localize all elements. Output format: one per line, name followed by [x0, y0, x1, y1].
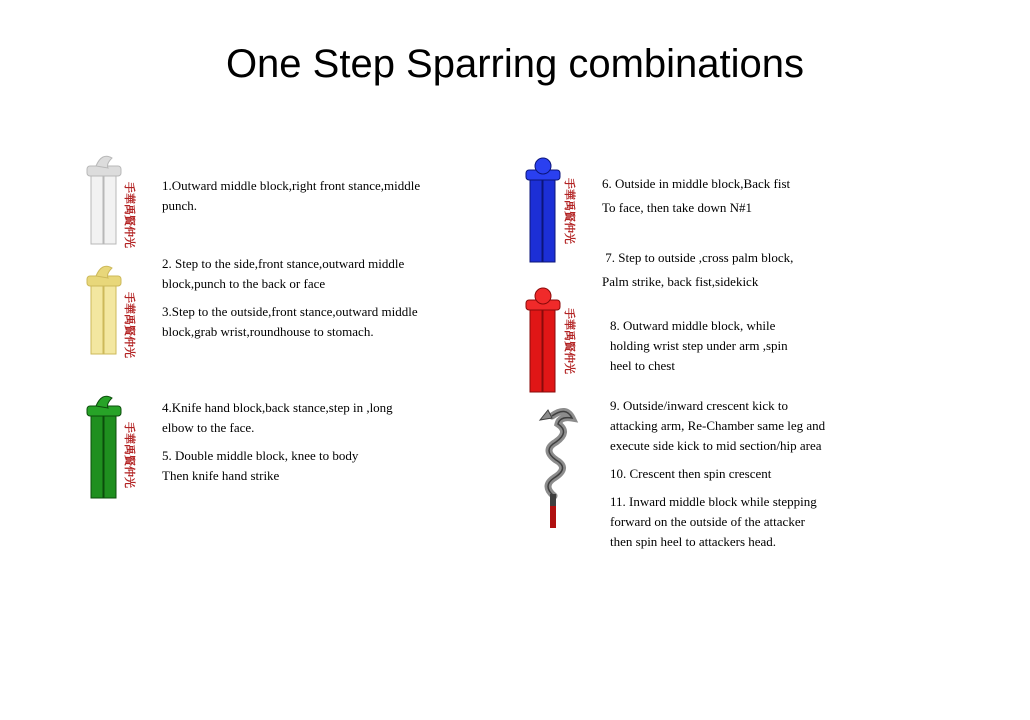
- combination-8: [610, 316, 900, 376]
- svg-text:手華禹賢仲光: 手華禹賢仲光: [123, 182, 136, 248]
- page-title: One Step Sparring combinations: [225, 42, 805, 86]
- combination-1: [162, 176, 492, 216]
- combination-9-line2: attacking arm, Re-Chamber same leg and: [610, 418, 826, 433]
- combination-11-line1: 11. Inward middle block while stepping: [610, 494, 817, 509]
- combination-6: [602, 174, 902, 218]
- blue-belt-icon: [522, 156, 574, 266]
- combination-10-line1: 10. Crescent then spin crescent: [610, 466, 772, 481]
- yellow-belt-icon: [84, 262, 136, 358]
- combination-8-line2: holding wrist step under arm ,spin: [610, 338, 788, 353]
- combination-2-line1: 2. Step to the side,front stance,outward middle: [162, 256, 405, 271]
- combination-10: [610, 464, 910, 484]
- combination-5-line2: Then knife hand strike: [162, 468, 280, 483]
- combination-4: [162, 398, 492, 438]
- combination-6-line2: To face, then take down N#1: [602, 200, 752, 215]
- svg-text:手華禹賢仲光: 手華禹賢仲光: [563, 178, 576, 244]
- combination-3-line1: 3.Step to the outside,front stance,outward middle: [162, 304, 418, 319]
- red-belt-icon: [522, 286, 574, 396]
- combination-9-line1: 9. Outside/inward crescent kick to: [610, 398, 788, 413]
- combination-3: [162, 302, 492, 342]
- combination-7-line1: 7. Step to outside ,cross palm block,: [602, 250, 794, 265]
- combination-11: [610, 492, 910, 552]
- svg-text:手華禹賢仲光: 手華禹賢仲光: [563, 308, 576, 374]
- combination-9: [610, 396, 910, 456]
- combination-1-line1: 1.Outward middle block,right front stance,middle: [162, 178, 421, 193]
- combination-2-line2: block,punch to the back or face: [162, 276, 326, 291]
- combination-3-line2: block,grab wrist,roundhouse to stomach.: [162, 324, 374, 339]
- combination-6-line1: 6. Outside in middle block,Back fist: [602, 176, 791, 191]
- combination-5-line1: 5. Double middle block, knee to body: [162, 448, 359, 463]
- combination-5: [162, 446, 492, 486]
- combination-4-line1: 4.Knife hand block,back stance,step in ,long: [162, 400, 393, 415]
- svg-text:手華禹賢仲光: 手華禹賢仲光: [123, 292, 136, 358]
- combination-11-line3: then spin heel to attackers head.: [610, 534, 777, 549]
- combination-4-line2: elbow to the face.: [162, 420, 255, 435]
- combination-7-line2: Palm strike, back fist,sidekick: [602, 274, 759, 289]
- combination-11-line2: forward on the outside of the attacker: [610, 514, 805, 529]
- combination-7: [602, 248, 902, 292]
- dragon-belt-icon: [530, 402, 578, 532]
- green-belt-icon: [84, 392, 136, 502]
- combination-1-line2: punch.: [162, 198, 198, 213]
- combination-8-line1: 8. Outward middle block, while: [610, 318, 776, 333]
- combination-2: [162, 254, 492, 294]
- svg-text:手華禹賢仲光: 手華禹賢仲光: [123, 422, 136, 488]
- white-belt-icon: [84, 152, 136, 248]
- combination-9-line3: execute side kick to mid section/hip area: [610, 438, 822, 453]
- combination-8-line3: heel to chest: [610, 358, 675, 373]
